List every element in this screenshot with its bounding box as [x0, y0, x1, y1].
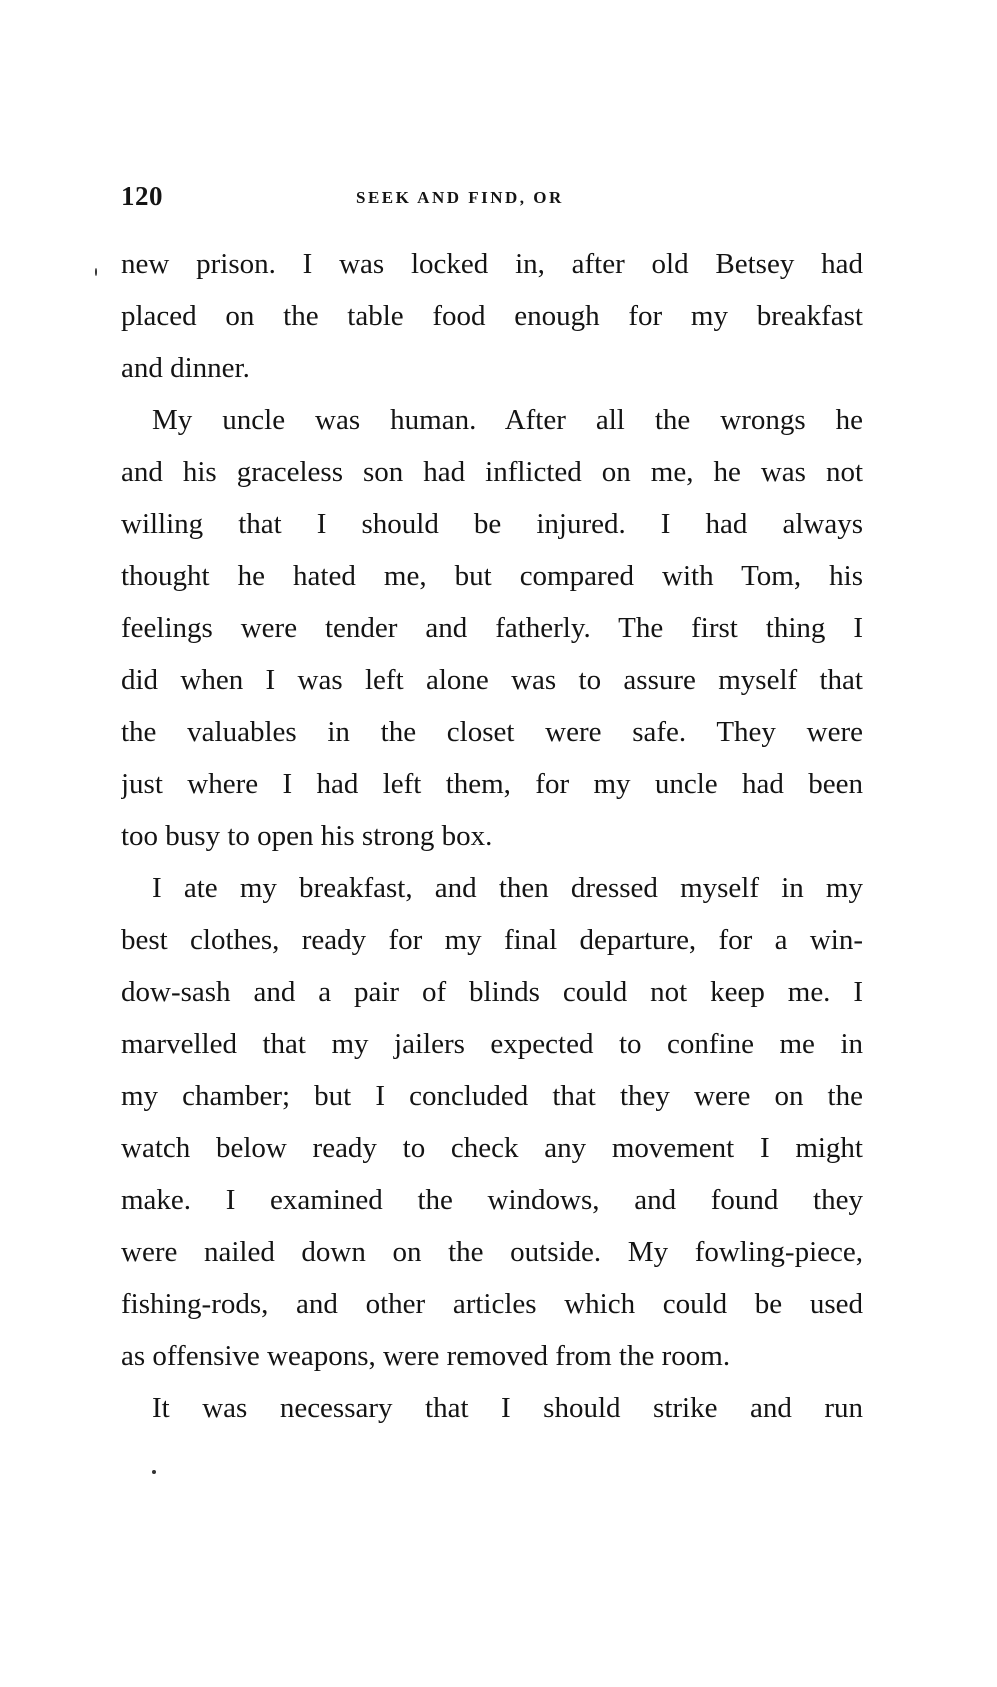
text-line: just where I had left them, for my uncle had been: [121, 768, 863, 800]
text-line: It was necessary that I should strike and run: [152, 1392, 863, 1424]
text-line: make. I examined the windows, and found they: [121, 1184, 863, 1216]
text-line: fishing-rods, and other articles which could be used: [121, 1288, 863, 1320]
print-speck: [95, 268, 97, 276]
body-text: [121, 238, 863, 1434]
text-line: watch below ready to check any movement I might: [121, 1132, 863, 1164]
text-line: and dinner.: [121, 352, 250, 384]
text-line: as offensive weapons, were removed from the room.: [121, 1340, 731, 1372]
page-number: 120: [121, 181, 163, 211]
text-line: too busy to open his strong box.: [121, 820, 493, 852]
text-line: thought he hated me, but compared with Tom, his: [121, 560, 863, 592]
text-line: feelings were tender and fatherly. The first thing I: [121, 612, 863, 644]
text-line: I ate my breakfast, and then dressed myself in my: [152, 872, 863, 904]
text-line: dow-sash and a pair of blinds could not keep me. I: [121, 976, 863, 1008]
text-line: and his graceless son had inflicted on me, he was not: [121, 456, 863, 488]
text-line: My uncle was human. After all the wrongs he: [152, 404, 863, 436]
text-line: placed on the table food enough for my breakfast: [121, 300, 863, 332]
running-head: SEEK AND FIND, OR: [356, 188, 564, 207]
text-line: best clothes, ready for my final departure, for a win-: [121, 924, 863, 956]
text-line: the valuables in the closet were safe. They were: [121, 716, 863, 748]
text-line: new prison. I was locked in, after old Betsey had: [121, 248, 863, 280]
text-line: willing that I should be injured. I had always: [121, 508, 863, 540]
text-line: did when I was left alone was to assure myself that: [121, 664, 863, 696]
print-speck: [152, 1470, 156, 1474]
text-line: my chamber; but I concluded that they were on the: [121, 1080, 863, 1112]
text-line: marvelled that my jailers expected to confine me in: [121, 1028, 863, 1060]
text-line: were nailed down on the outside. My fowling-piece,: [121, 1236, 863, 1268]
